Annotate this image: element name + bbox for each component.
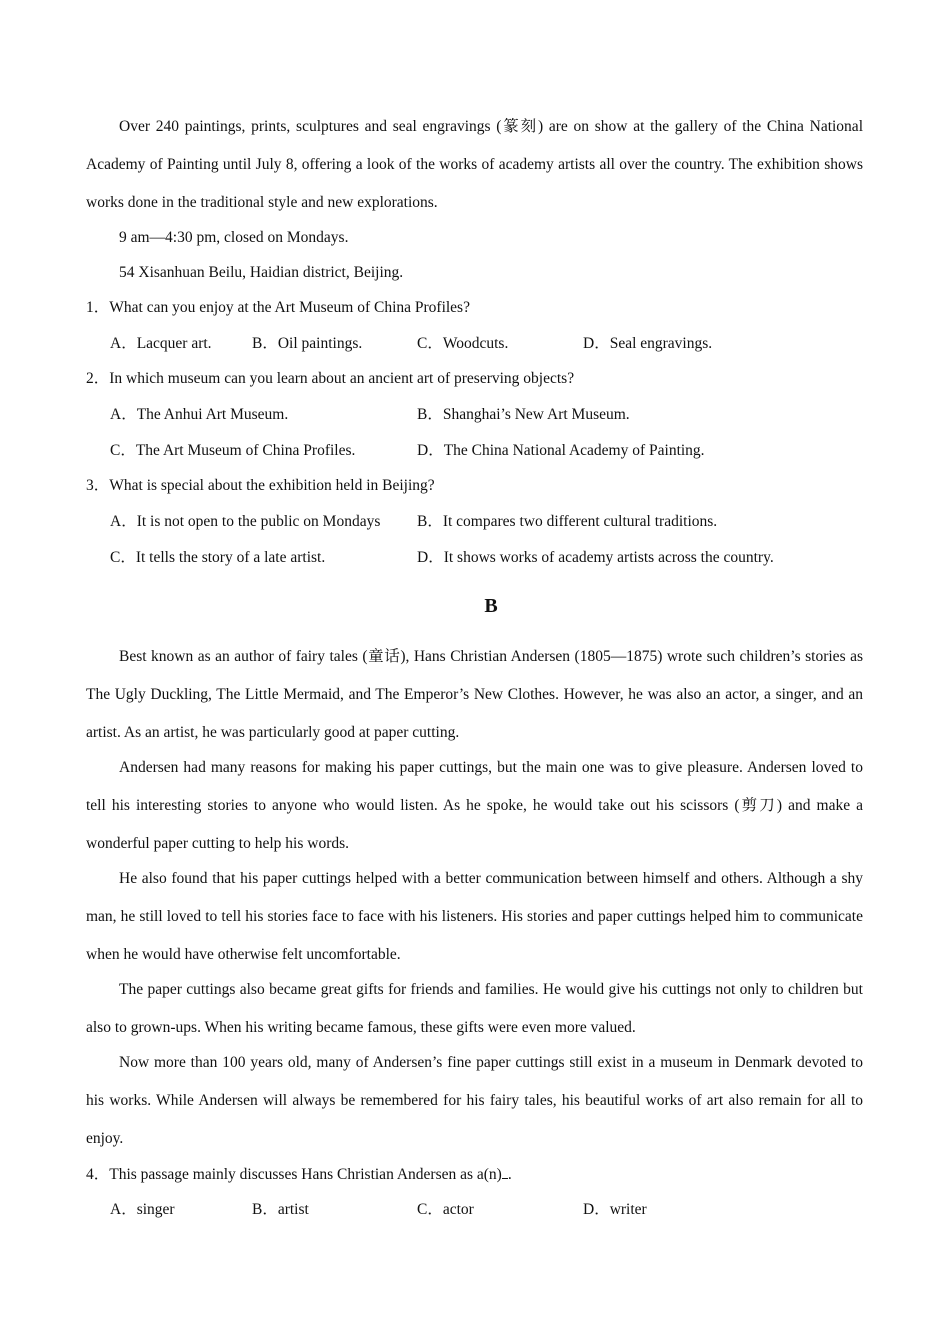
question-4-option-d[interactable]: D．writer: [583, 1201, 647, 1218]
section-b-paragraph-1: Best known as an author of fairy tales (童话), Hans Christian Andersen (1805—1875) wrote such children’s stories as The Ugly Duckling, The Little Mermaid, and The Emperor’s New Clothes. However, he was also an actor, a singer, and an artist. As an artist, he was particularly good at paper cutting.: [86, 648, 863, 741]
section-b-heading: B: [484, 595, 498, 617]
question-4-stem-end: .: [507, 1166, 512, 1183]
section-a-paragraph: Over 240 paintings, prints, sculptures and seal engravings (篆刻) are on show at the gallery of the China National Academy of Painting until July 8, offering a look of the works of academy artists all over the country. The exhibition shows works done in the traditional style and new explorations.: [86, 118, 863, 211]
question-1-option-d[interactable]: D．Seal engravings.: [583, 335, 713, 352]
question-3-option-c[interactable]: C．It tells the story of a late artist.: [110, 549, 326, 566]
question-2-option-c[interactable]: C．The Art Museum of China Profiles.: [110, 442, 356, 459]
question-3-option-a[interactable]: A．It is not open to the public on Mondays: [110, 513, 381, 530]
exhibition-address: 54 Xisanhuan Beilu, Haidian district, Beijing.: [119, 264, 404, 281]
question-3-stem: 3．What is special about the exhibition held in Beijing?: [86, 477, 435, 494]
question-2-option-a[interactable]: A．The Anhui Art Museum.: [110, 406, 289, 423]
question-4-option-b[interactable]: B．artist: [252, 1201, 309, 1218]
question-4-stem-text: 4．This passage mainly discusses Hans Christian Andersen as a(n): [86, 1166, 502, 1183]
section-b-paragraph-4: The paper cuttings also became great gifts for friends and families. He would give his cuttings not only to children but also to grown-ups. When his writing became famous, these gifts were even more valued.: [86, 981, 863, 1036]
question-1-option-c[interactable]: C．Woodcuts.: [417, 335, 509, 352]
question-1-stem: 1．What can you enjoy at the Art Museum of China Profiles?: [86, 299, 470, 316]
question-2-stem: 2．In which museum can you learn about an ancient art of preserving objects?: [86, 370, 575, 387]
question-4-option-c[interactable]: C．actor: [417, 1201, 474, 1218]
question-2-option-b[interactable]: B．Shanghai’s New Art Museum.: [417, 406, 630, 423]
question-3-option-b[interactable]: B．It compares two different cultural traditions.: [417, 513, 718, 530]
question-1-option-b[interactable]: B．Oil paintings.: [252, 335, 363, 352]
section-b-paragraph-2: Andersen had many reasons for making his paper cuttings, but the main one was to give pleasure. Andersen loved to tell his interesting stories to anyone who would listen. As he spoke, he would take out his scissors (剪刀) and make a wonderful paper cutting to help his words.: [86, 759, 863, 852]
exhibition-hours: 9 am—4:30 pm, closed on Mondays.: [119, 229, 349, 246]
question-4-option-a[interactable]: A．singer: [110, 1201, 175, 1218]
question-3-option-d[interactable]: D．It shows works of academy artists across the country.: [417, 549, 774, 566]
question-2-option-d[interactable]: D．The China National Academy of Painting.: [417, 442, 705, 459]
question-1-option-a[interactable]: A．Lacquer art.: [110, 335, 212, 352]
section-b-paragraph-3: He also found that his paper cuttings helped with a better communication between himself and others. Although a shy man, he still loved to tell his stories face to face with his listeners. His stories and paper cuttings helped him to communicate when he would have otherwise felt uncomfortable.: [86, 870, 863, 963]
question-4-stem: [86, 1164, 512, 1185]
section-b-paragraph-5: Now more than 100 years old, many of Andersen’s fine paper cuttings still exist in a museum in Denmark devoted to his works. While Andersen will always be remembered for his fairy tales, his beautiful works of art also remain for all to enjoy.: [86, 1054, 863, 1147]
